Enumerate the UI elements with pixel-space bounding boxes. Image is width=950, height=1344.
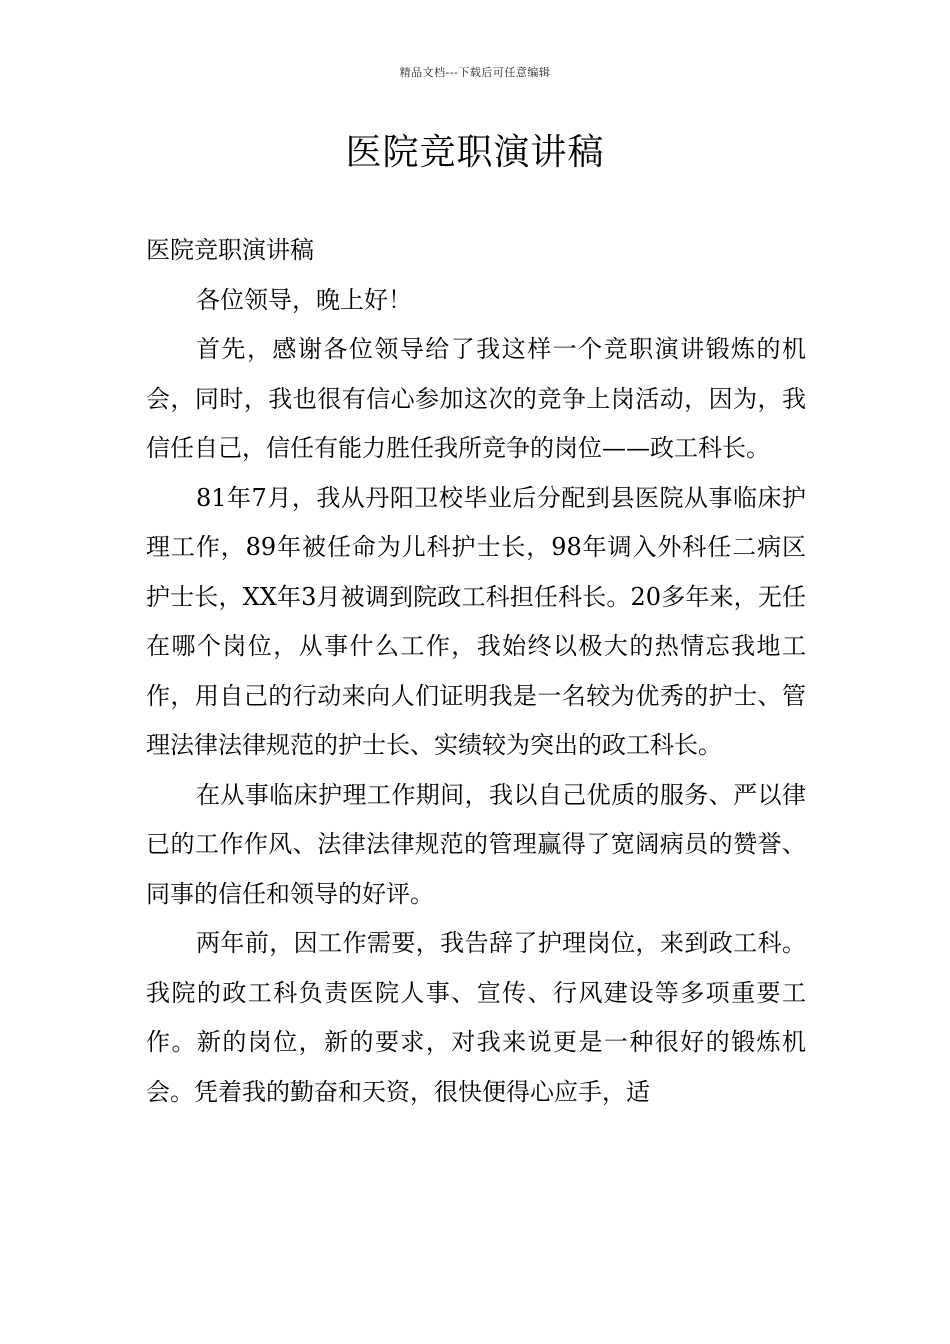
document-body	[146, 226, 806, 1117]
body-paragraph: 在从事临床护理工作期间，我以自己优质的服务、严以律已的工作作风、法律法律规范的管理赢得了宽阔病员的赞誉、同事的信任和领导的好评。	[146, 780, 806, 908]
greeting-paragraph: 各位领导，晚上好！	[196, 285, 412, 314]
page-header: 精品文档---下载后可任意编辑	[399, 66, 551, 79]
body-paragraph: 首先，感谢各位领导给了我这样一个竞职演讲锻炼的机会，同时，我也很有信心参加这次的竞争上岗活动，因为，我信任自己，信任有能力胜任我所竞争的岗位——政工科长。	[146, 335, 806, 462]
body-paragraph: 两年前，因工作需要，我告辞了护理岗位，来到政工科。我院的政工科负责医院人事、宣传、行风建设等多项重要工作。新的岗位，新的要求，对我来说更是一种很好的锻炼机会。凭着我的勤奋和天资，很快便得心应手，适	[146, 929, 806, 1106]
document-title: 医院竞职演讲稿	[345, 132, 605, 173]
body-paragraph: 81年7月，我从丹阳卫校毕业后分配到县医院从事临床护理工作，89年被任命为儿科护士长，98年调入外科任二病区护士长，XX年3月被调到院政工科担任科长。20多年来，无任在哪个岗位，从事什么工作，我始终以极大的热情忘我地工作，用自己的行动来向人们证明我是一名较为优秀的护士、管理法律法律规范的护士长、实绩较为突出的政工科长。	[146, 483, 806, 759]
subtitle-paragraph: 医院竞职演讲稿	[146, 236, 314, 264]
